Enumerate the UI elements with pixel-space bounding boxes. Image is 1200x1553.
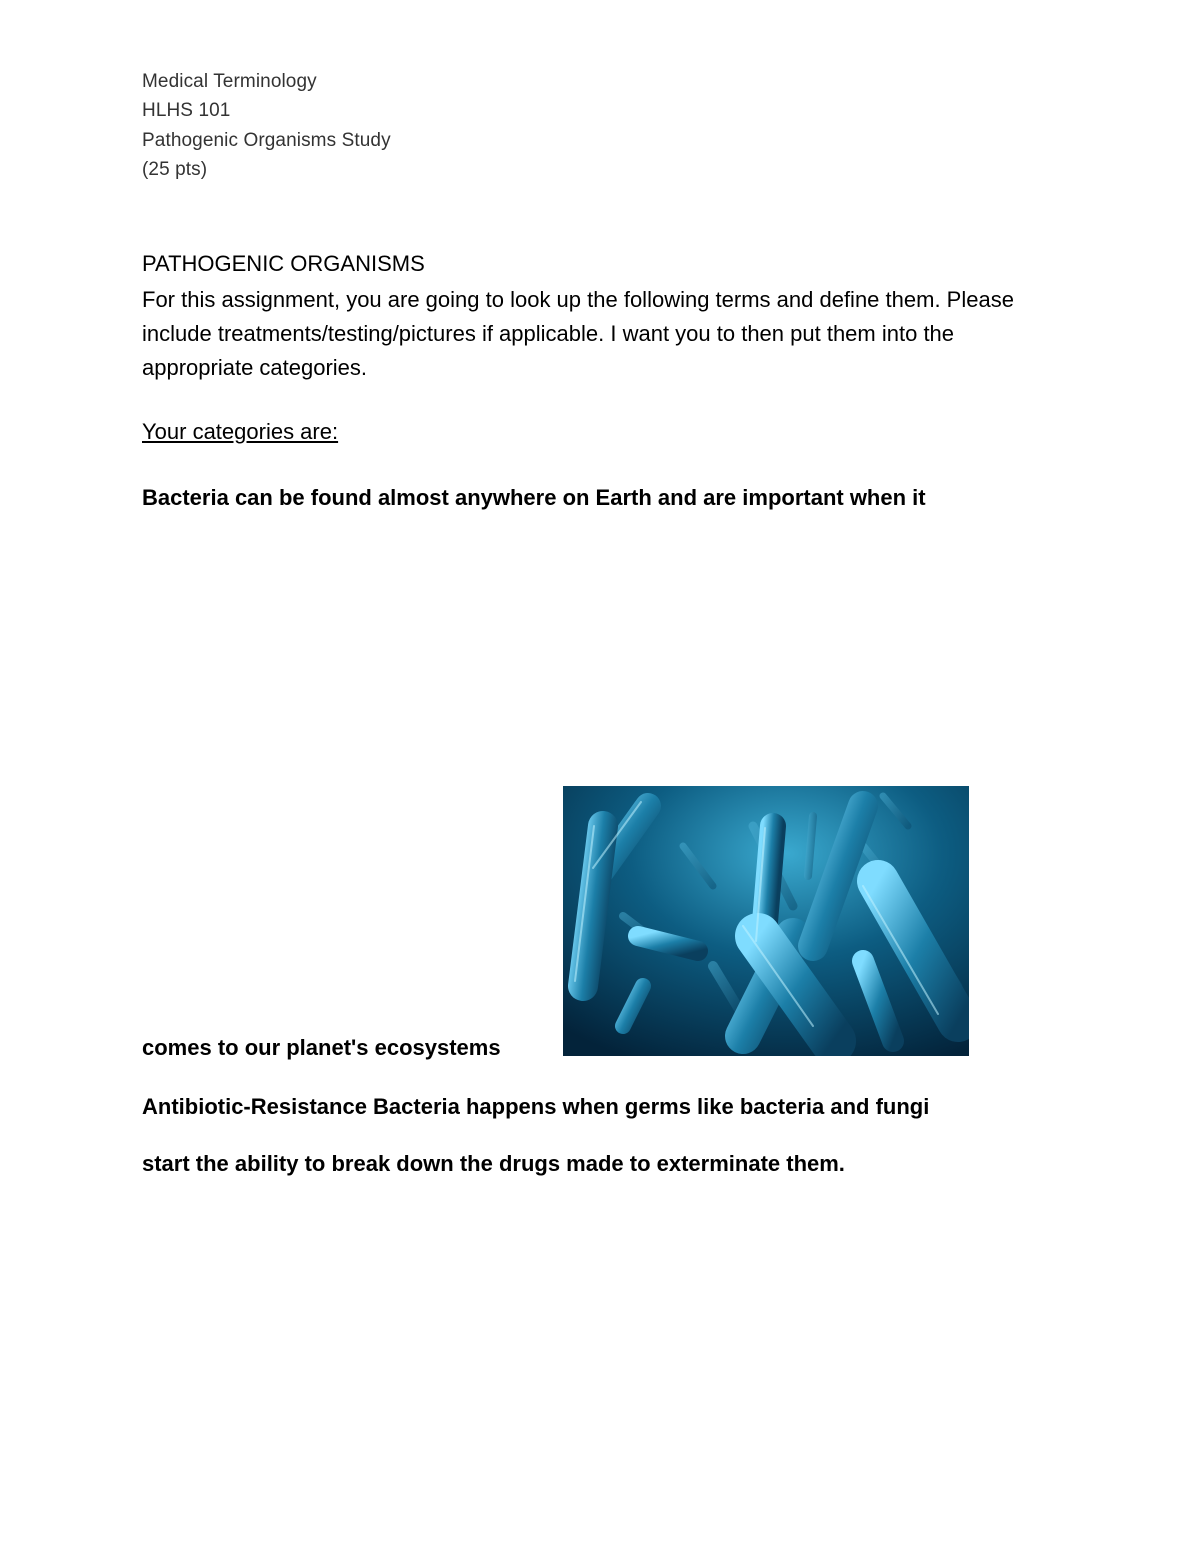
resistance-definition-line-2: start the ability to break down the drugs made to exterminate them. [142, 1151, 845, 1176]
section-title: PATHOGENIC ORGANISMS [142, 251, 425, 276]
points-value: (25 pts) [142, 159, 208, 180]
assignment-title: Pathogenic Organisms Study [142, 130, 391, 151]
resistance-definition-line-1: Antibiotic-Resistance Bacteria happens when germs like bacteria and fungi [142, 1094, 930, 1119]
bacteria-definition-line-1: Bacteria can be found almost anywhere on Earth and are important when it [142, 485, 926, 510]
categories-label: Your categories are: [142, 419, 339, 444]
course-code: HLHS 101 [142, 100, 231, 121]
assignment-instructions: For this assignment, you are going to look up the following terms and define them. Please include treatments/testing/pictures if applicable. I want you to then put them into the appropriate categories. [142, 287, 1014, 380]
course-name: Medical Terminology [142, 71, 317, 92]
bacteria-definition-line-2: comes to our planet's ecosystems [142, 1035, 501, 1060]
bacteria-illustration [563, 786, 969, 1056]
